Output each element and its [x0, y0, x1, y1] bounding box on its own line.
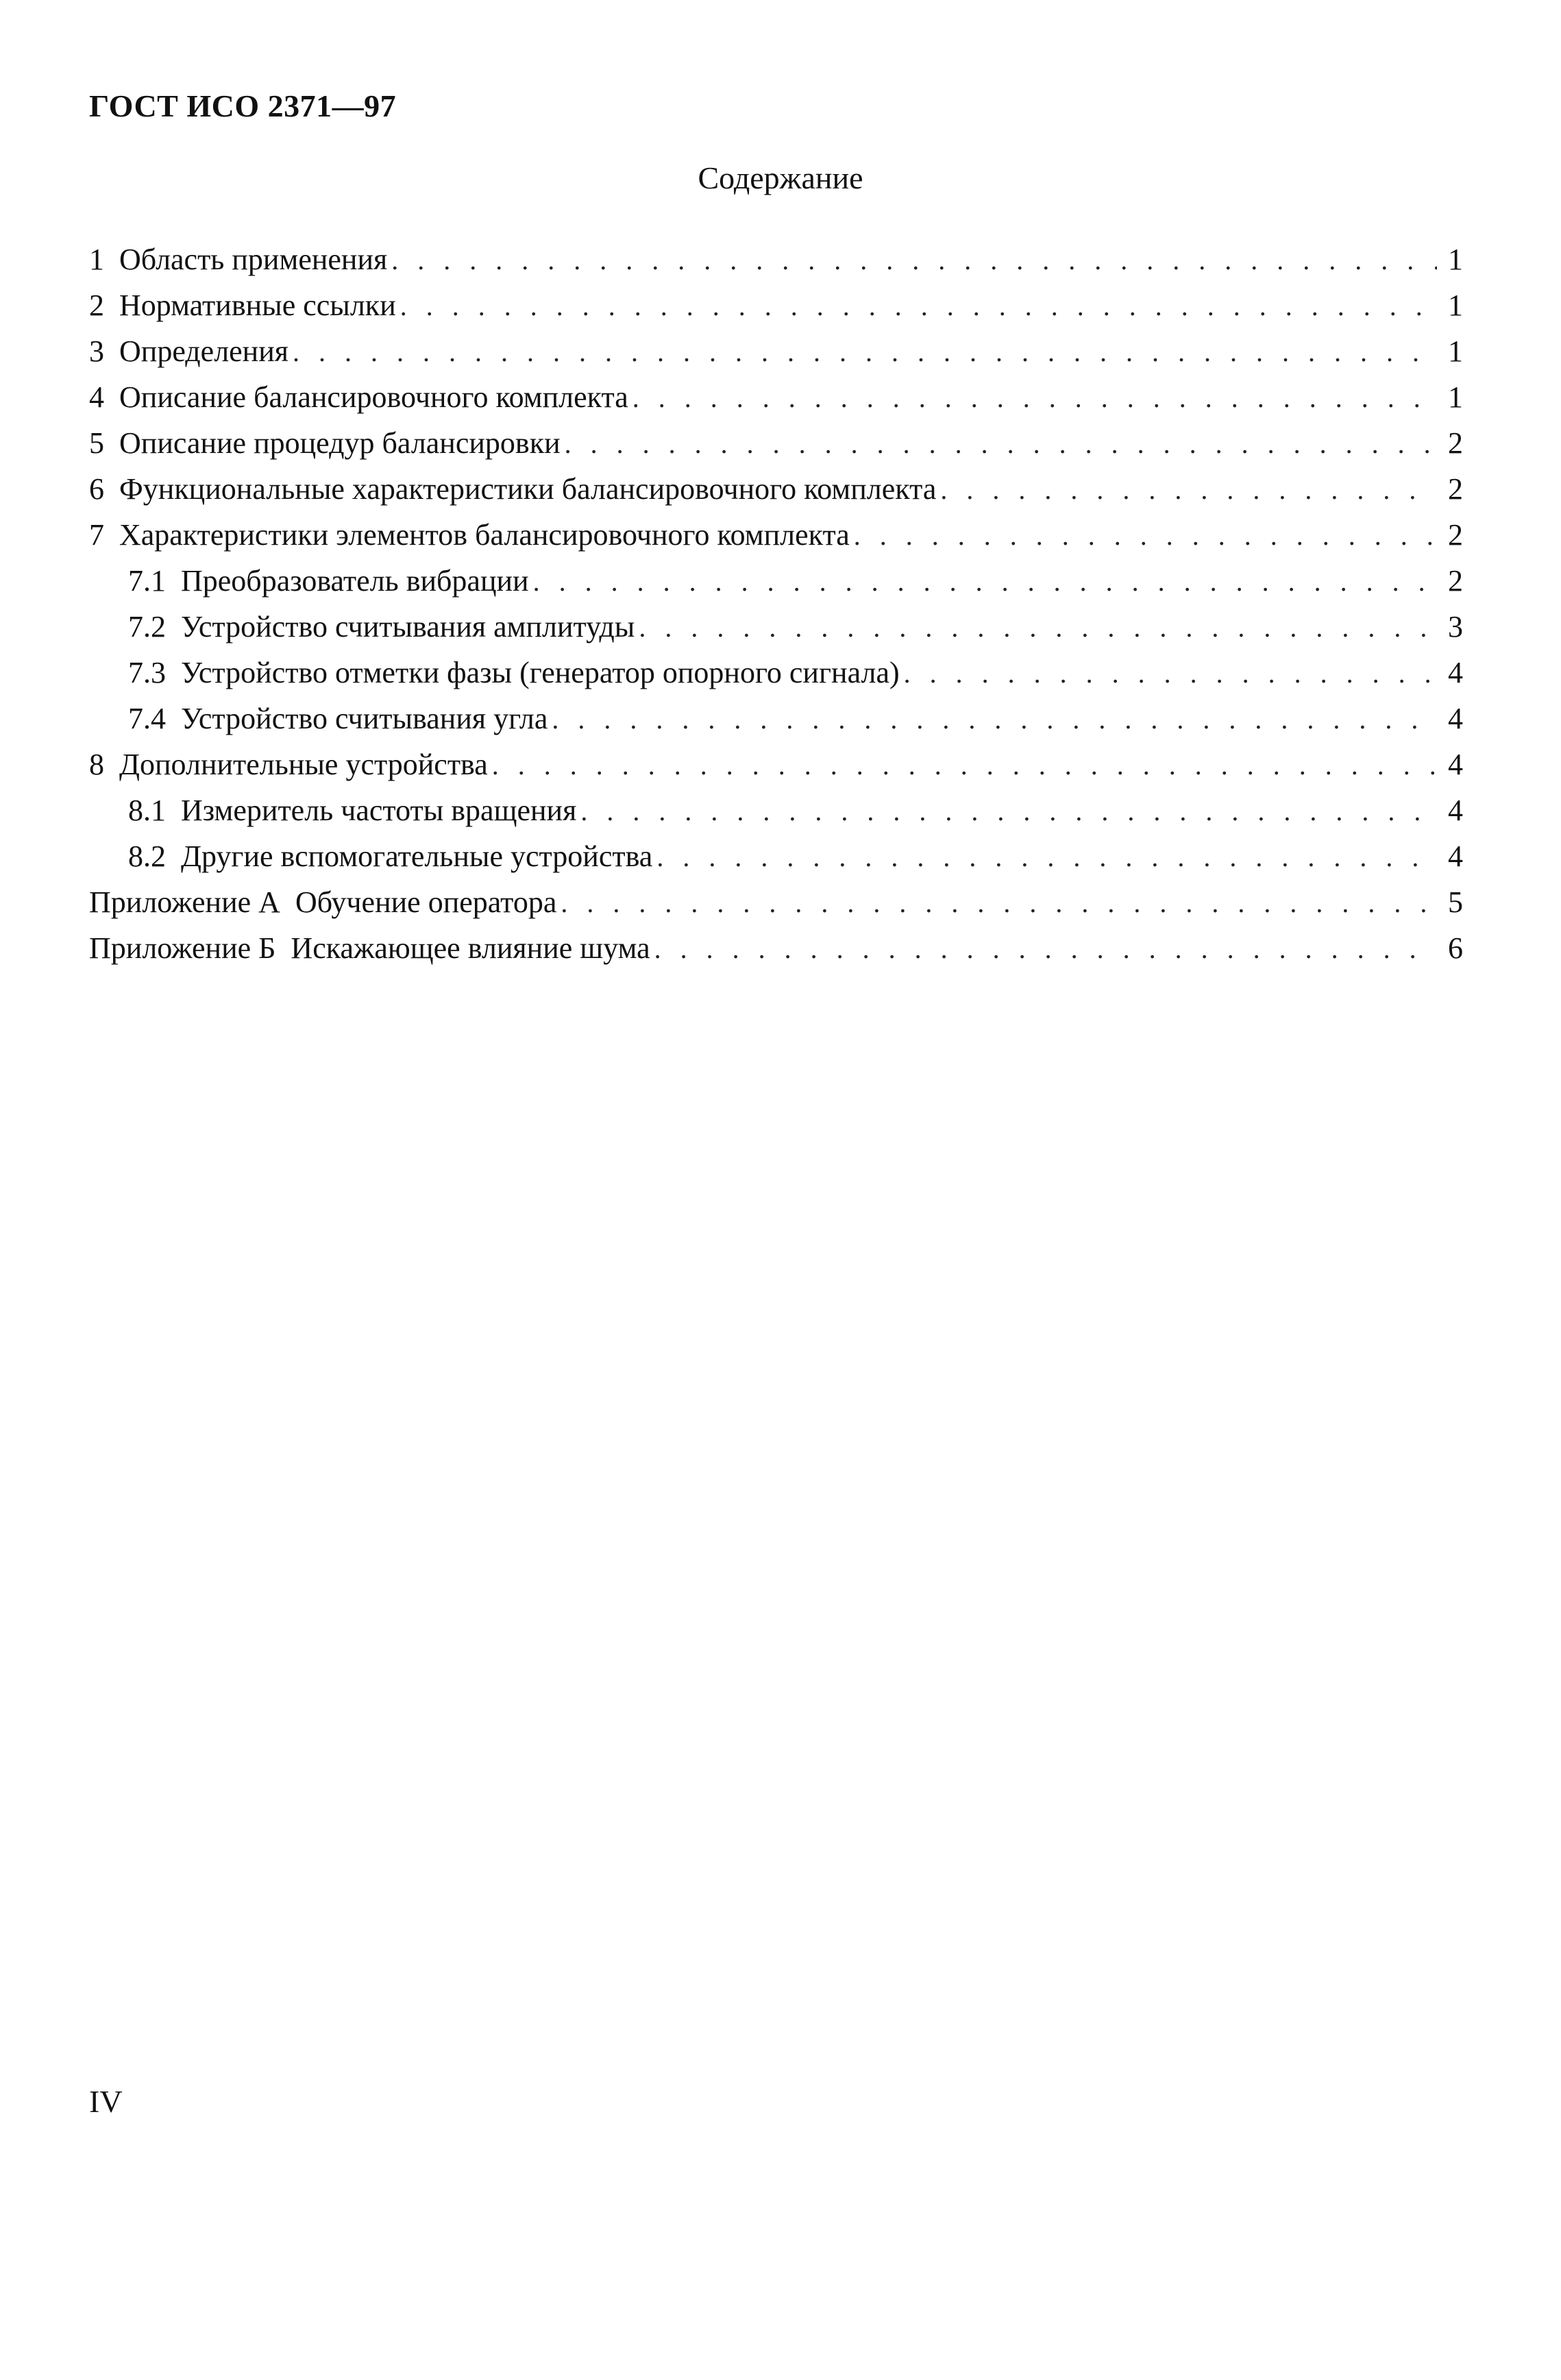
toc-entry-number: 5 — [89, 426, 104, 460]
toc-entry-title: Устройство отметки фазы (генератор опорного сигнала) — [181, 656, 900, 689]
toc-entry-title: Искажающее влияние шума — [291, 931, 650, 965]
toc-entry-number: Приложение А — [89, 885, 280, 919]
toc-entry-page: 2 — [1448, 564, 1463, 598]
toc-dot-leader — [639, 604, 1437, 650]
toc-entry-title: Измеритель частоты вращения — [181, 794, 577, 827]
toc-entry-title: Характеристики элементов балансировочного комплекта — [119, 518, 850, 552]
toc-entry-8[interactable] — [89, 741, 1463, 787]
toc-entry-title: Обучение оператора — [295, 885, 557, 919]
toc-entry-title: Другие вспомогательные устройства — [181, 839, 653, 873]
document-code: ГОСТ ИСО 2371—97 — [89, 88, 397, 123]
toc-entry-title: Область применения — [119, 243, 388, 276]
toc-dot-leader — [400, 283, 1437, 329]
toc-entry-page: 1 — [1448, 334, 1463, 368]
toc-dot-leader — [940, 467, 1437, 513]
toc-entry-number: 8.1 — [128, 794, 166, 827]
toc-entry-appendix-a[interactable] — [89, 879, 1463, 925]
toc-entry-title: Дополнительные устройства — [119, 748, 488, 781]
toc-entry-page: 2 — [1448, 472, 1463, 506]
toc-entry-number: 7.3 — [128, 656, 166, 689]
toc-entry-page: 2 — [1448, 426, 1463, 460]
toc-entry-title: Функциональные характеристики балансировочного комплекта — [119, 472, 937, 506]
toc-entry-7-4[interactable] — [89, 696, 1463, 741]
toc-entry-number: 3 — [89, 334, 104, 368]
toc-entry-1[interactable] — [89, 236, 1463, 282]
toc-entry-4[interactable] — [89, 374, 1463, 420]
toc-entry-page: 4 — [1448, 702, 1463, 735]
toc-entry-8-2[interactable] — [89, 833, 1463, 879]
toc-entry-number: 8 — [89, 748, 104, 781]
toc-dot-leader — [656, 834, 1437, 880]
toc-entry-page: 4 — [1448, 839, 1463, 873]
toc-dot-leader — [552, 696, 1437, 742]
toc-entry-title: Устройство считывания амплитуды — [181, 610, 635, 643]
toc-entry-title: Устройство считывания угла — [181, 702, 548, 735]
toc-entry-page: 1 — [1448, 243, 1463, 276]
toc-dot-leader — [580, 788, 1437, 834]
toc-dot-leader — [561, 880, 1437, 926]
toc-entry-number: 7.4 — [128, 702, 166, 735]
toc-entry-7[interactable] — [89, 512, 1463, 558]
toc-dot-leader — [854, 513, 1437, 559]
toc-entry-page: 1 — [1448, 289, 1463, 322]
toc-dot-leader — [632, 375, 1437, 421]
toc-entry-7-2[interactable] — [89, 604, 1463, 650]
toc-entry-page: 6 — [1448, 931, 1463, 965]
toc-entry-7-1[interactable] — [89, 558, 1463, 604]
toc-entry-title: Описание процедур балансировки — [119, 426, 561, 460]
toc-entry-number: 2 — [89, 289, 104, 322]
toc-dot-leader — [533, 559, 1437, 604]
toc-entry-page: 3 — [1448, 610, 1463, 643]
toc-entry-7-3[interactable] — [89, 650, 1463, 696]
toc-entry-3[interactable] — [89, 328, 1463, 374]
toc-entry-title: Преобразователь вибрации — [181, 564, 529, 598]
toc-dot-leader — [492, 742, 1437, 788]
page-number: IV — [89, 2084, 123, 2119]
toc-dot-leader — [904, 650, 1437, 696]
toc-entry-page: 4 — [1448, 794, 1463, 827]
toc-entry-appendix-b[interactable] — [89, 925, 1463, 971]
toc-entry-page: 2 — [1448, 518, 1463, 552]
toc-entry-page: 4 — [1448, 656, 1463, 689]
toc-entry-title: Описание балансировочного комплекта — [119, 380, 628, 414]
toc-entry-number: 1 — [89, 243, 104, 276]
toc-entry-page: 4 — [1448, 748, 1463, 781]
toc-entry-number: 7.2 — [128, 610, 166, 643]
toc-dot-leader — [293, 329, 1437, 375]
toc-entry-number: 7 — [89, 518, 104, 552]
toc-entry-number: 4 — [89, 380, 104, 414]
toc-entry-page: 1 — [1448, 380, 1463, 414]
toc-entry-5[interactable] — [89, 420, 1463, 466]
toc-entry-8-1[interactable] — [89, 787, 1463, 833]
toc-entry-number: 7.1 — [128, 564, 166, 598]
toc-title: Содержание — [698, 160, 863, 195]
toc-entry-2[interactable] — [89, 282, 1463, 328]
toc-entry-number: 8.2 — [128, 839, 166, 873]
toc-entry-page: 5 — [1448, 885, 1463, 919]
toc-entry-number: Приложение Б — [89, 931, 276, 965]
toc-entry-title: Нормативные ссылки — [119, 289, 396, 322]
table-of-contents — [89, 236, 1463, 971]
toc-entry-number: 6 — [89, 472, 104, 506]
toc-entry-title: Определения — [119, 334, 289, 368]
toc-entry-6[interactable] — [89, 466, 1463, 512]
toc-dot-leader — [391, 237, 1437, 283]
toc-dot-leader — [565, 421, 1437, 467]
toc-dot-leader — [654, 926, 1437, 972]
